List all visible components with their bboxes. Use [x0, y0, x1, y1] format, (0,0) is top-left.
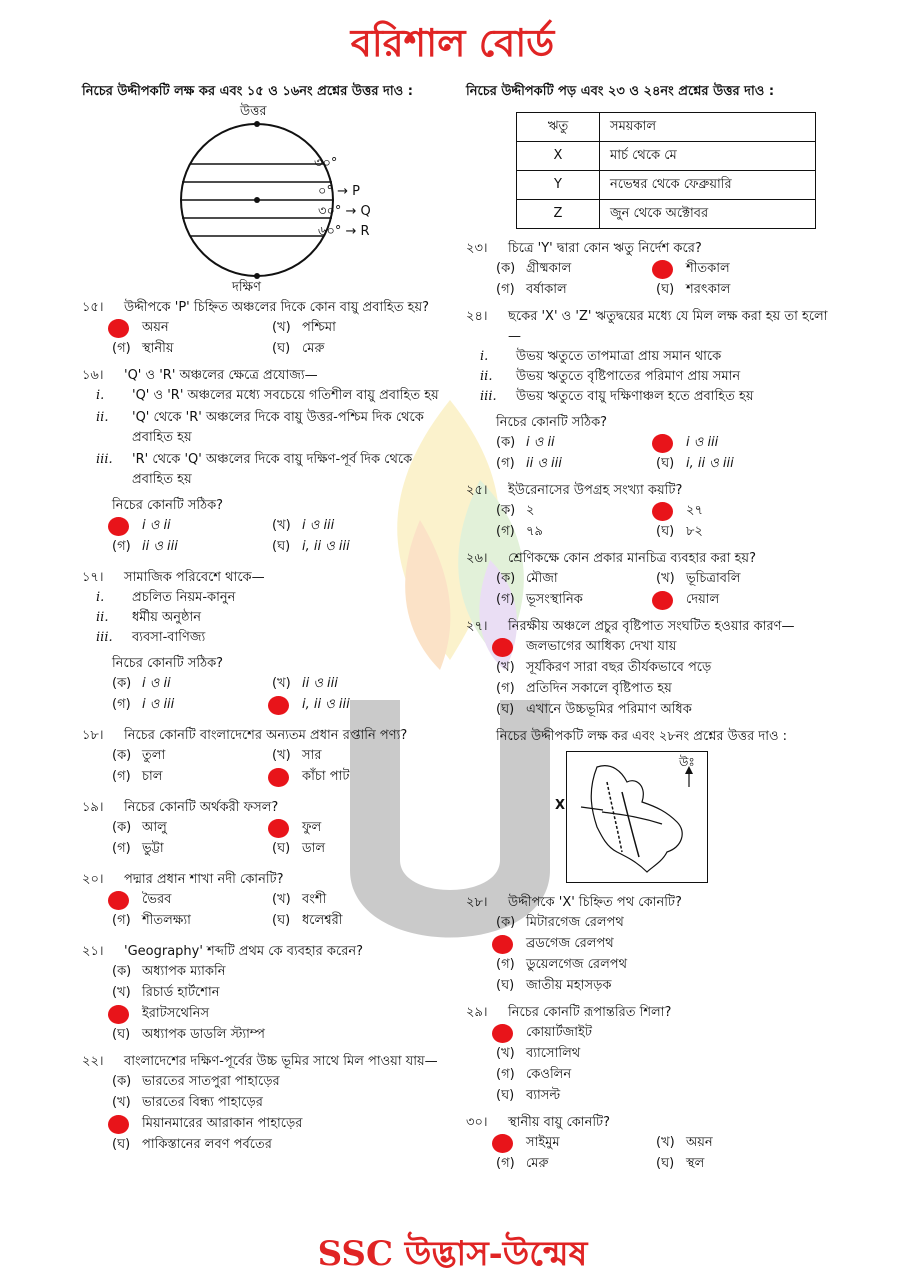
option[interactable]: (ক) i ও ii [112, 676, 171, 691]
question-number: ১৯। [82, 800, 104, 815]
question-number: ২৯। [466, 1005, 488, 1020]
answer-mark-icon [652, 260, 673, 279]
lat-60-label: ৬০° → R [318, 224, 370, 239]
option[interactable]: (গ) ভূসংস্থানিক [496, 592, 583, 607]
lat-0-label: ০° → P [318, 184, 360, 199]
question-28 [466, 893, 836, 913]
option[interactable]: (ঘ) স্থল [656, 1156, 705, 1171]
table-cell: জুন থেকে অক্টোবর [600, 200, 816, 229]
question-text: 'Q' ও 'R' অঞ্চলের ক্ষেত্রে প্রযোজ্য— [124, 368, 318, 383]
question-29 [466, 1003, 836, 1023]
q22-options [112, 1072, 442, 1156]
option[interactable]: (গ) ii ও iii [496, 456, 562, 471]
question-number: ২৩। [466, 241, 488, 256]
answer-mark-icon [268, 768, 289, 787]
option[interactable]: (গ) মেরু [496, 1156, 549, 1171]
question-number: ২২। [82, 1054, 104, 1069]
ask-text: নিচের কোনটি সঠিক? [496, 415, 608, 430]
question-number: ১৮। [82, 728, 104, 743]
lat-30-top-label: ৩০° [314, 156, 338, 171]
option[interactable]: (খ) বংশী [272, 892, 327, 907]
table-header: সময়কাল [600, 113, 816, 142]
option[interactable]: শীতকাল [656, 259, 816, 280]
option[interactable]: i ও iii [656, 433, 816, 454]
lat-30-label: ৩০° → Q [318, 204, 371, 219]
option[interactable]: (ঘ) মেরু [272, 341, 325, 356]
option[interactable]: (ক) ভারতের সাতপুরা পাহাড়ের [112, 1074, 280, 1089]
question-22 [82, 1052, 442, 1072]
statement: ii. 'Q' থেকে 'R' অঞ্চলের দিকে বায়ু উত্তর-পশ্চিম দিক থেকে প্রবাহিত হয় [96, 410, 424, 445]
statement: ii. ধর্মীয় অনুষ্ঠান [96, 610, 202, 625]
statement: iii. উভয় ঋতুতে বায়ু দক্ষিণাঞ্চল হতে প্রবাহিত হয় [480, 389, 754, 404]
option[interactable]: (গ) ৭৯ [496, 524, 543, 539]
answer-mark-icon [492, 638, 513, 657]
question-text: উদ্দীপকে 'X' চিহ্নিত পথ কোনটি? [508, 895, 682, 910]
question-number: ৩০। [466, 1115, 488, 1130]
option[interactable]: ফুল [272, 818, 432, 839]
option[interactable]: (খ) অয়ন [656, 1135, 713, 1150]
answer-mark-icon [652, 502, 673, 521]
statement: ii. উভয় ঋতুতে বৃষ্টিপাতের পরিমাণ প্রায় সমান [480, 369, 741, 384]
q20-options [112, 890, 442, 932]
answer-mark-icon [108, 891, 129, 910]
question-text: বাংলাদেশের দক্ষিণ-পূর্বের উচ্চ ভূমির সাথে মিল পাওয়া যায়— [124, 1054, 438, 1069]
table-cell: নভেম্বর থেকে ফেব্রুয়ারি [600, 171, 816, 200]
stimulus3-intro: নিচের উদ্দীপকটি লক্ষ কর এবং ২৮নং প্রশ্নের উত্তর দাও : [496, 729, 788, 744]
question-text: স্থানীয় বায়ু কোনটি? [508, 1115, 611, 1130]
option[interactable]: (খ) ব্যাসোলিথ [496, 1046, 581, 1061]
north-label: উত্তর [240, 104, 267, 119]
question-number: ২৭। [466, 619, 488, 634]
option[interactable]: (গ) ডুয়েলগেজ রেলপথ [496, 957, 627, 972]
option[interactable]: অয়ন [112, 318, 272, 339]
question-16 [82, 366, 442, 386]
option[interactable]: (গ) ii ও iii [112, 539, 178, 554]
option[interactable]: (ঘ) শরৎকাল [656, 282, 731, 297]
option[interactable]: ইরাটসথেনিস [112, 1004, 442, 1025]
question-number: ২১। [82, 944, 104, 959]
globe-figure [82, 102, 442, 292]
option[interactable]: (খ) i ও iii [272, 518, 335, 533]
q30-options [496, 1133, 836, 1175]
question-text: ইউরেনাসের উপগ্রহ সংখ্যা কয়টি? [508, 483, 683, 498]
table-cell: Z [517, 200, 600, 229]
question-25 [466, 481, 836, 501]
option[interactable]: (গ) স্থানীয় [112, 341, 174, 356]
option[interactable]: (ঘ) i, ii ও iii [272, 539, 350, 554]
latitude-diagram [82, 102, 442, 295]
q25-options [496, 501, 836, 543]
option[interactable]: (খ) ভারতের বিন্ধ্য পাহাড়ের [112, 1095, 263, 1110]
table-cell: X [517, 142, 600, 171]
answer-mark-icon [492, 1134, 513, 1153]
option[interactable]: (ক) অধ্যাপক ম্যাকনি [112, 964, 226, 979]
table-cell: Y [517, 171, 600, 200]
answer-mark-icon [492, 935, 513, 954]
question-number: ১৬। [82, 368, 104, 383]
option[interactable]: কোয়ার্টজাইট [496, 1023, 836, 1044]
option[interactable]: (ঘ) ধলেশ্বরী [272, 913, 343, 928]
answer-mark-icon [108, 319, 129, 338]
ask-text: নিচের কোনটি সঠিক? [112, 498, 224, 513]
question-30 [466, 1113, 836, 1133]
question-text: শ্রেণিকক্ষে কোন প্রকার মানচিত্র ব্যবহার করা হয়? [508, 551, 756, 566]
option[interactable]: (ক) মৌজা [496, 571, 558, 586]
q16-options [112, 516, 442, 558]
statement: i. 'Q' ও 'R' অঞ্চলের মধ্যে সবচেয়ে গতিশীল বায়ু প্রবাহিত হয় [96, 388, 439, 403]
answer-mark-icon [652, 434, 673, 453]
south-label: দক্ষিণ [232, 280, 261, 295]
q17-options [112, 674, 442, 716]
option[interactable]: (ঘ) ব্যাসল্ট [496, 1088, 561, 1103]
question-number: ২৬। [466, 551, 488, 566]
table-header: ঋতু [517, 113, 600, 142]
option[interactable]: (ক) ২ [496, 503, 535, 518]
statement: iii. 'R' থেকে 'Q' অঞ্চলের দিকে বায়ু দক্ষিণ-পূর্ব দিক থেকে প্রবাহিত হয় [96, 452, 413, 487]
question-text: পদ্মার প্রধান শাখা নদী কোনটি? [124, 872, 284, 887]
answer-mark-icon [108, 1115, 129, 1134]
option[interactable]: (খ) রিচার্ড হার্টশোন [112, 985, 220, 1000]
answer-mark-icon [268, 696, 289, 715]
option[interactable]: মিয়ানমারের আরাকান পাহাড়ের [112, 1114, 442, 1135]
option[interactable]: (ক) তুলা [112, 748, 166, 763]
option[interactable]: (গ) শীতলক্ষ্যা [112, 913, 191, 928]
table-cell: মার্চ থেকে মে [600, 142, 816, 171]
question-number: ২৮। [466, 895, 488, 910]
option[interactable]: (ক) মিটারগেজ রেলপথ [496, 915, 624, 930]
q26-options [496, 569, 836, 611]
question-text: চিত্রে 'Y' দ্বারা কোন ঋতু নির্দেশ করে? [508, 241, 702, 256]
question-text: নিচের কোনটি রূপান্তরিত শিলা? [508, 1005, 672, 1020]
q18-options [112, 746, 442, 788]
answer-mark-icon [268, 819, 289, 838]
question-text: নিচের কোনটি বাংলাদেশের অন্যতম প্রধান রপ্তানি পণ্য? [124, 728, 408, 743]
ask-text: নিচের কোনটি সঠিক? [112, 656, 224, 671]
question-15 [82, 298, 442, 318]
q15-options [112, 318, 442, 360]
question-text: নিচের কোনটি অর্থকরী ফসল? [124, 800, 279, 815]
question-text: সামাজিক পরিবেশে থাকে— [124, 570, 265, 585]
option[interactable]: (খ) ii ও iii [272, 676, 338, 691]
page-title: বরিশাল বোর্ড [350, 20, 555, 65]
left-column [82, 82, 442, 1156]
option[interactable]: ভৈরব [112, 890, 272, 911]
option[interactable]: (ঘ) ডাল [272, 841, 326, 856]
question-text: 'Geography' শব্দটি প্রথম কে ব্যবহার করেন? [124, 944, 364, 959]
q23-options [496, 259, 836, 301]
question-23 [466, 239, 836, 259]
footer-brand: SSC উদ্ভাস-উন্মেষ [317, 1234, 588, 1274]
right-column [466, 82, 836, 1175]
question-17 [82, 568, 442, 588]
option[interactable]: (ঘ) ৮২ [656, 524, 703, 539]
option[interactable]: (খ) পশ্চিমা [272, 320, 336, 335]
question-20 [82, 870, 442, 890]
option[interactable]: জলভাগের আধিক্য দেখা যায় [496, 637, 836, 658]
question-number: ১৭। [82, 570, 104, 585]
option[interactable]: (গ) প্রতিদিন সকালে বৃষ্টিপাত হয় [496, 681, 672, 696]
option[interactable]: (খ) সার [272, 748, 322, 763]
question-18 [82, 726, 442, 746]
question-number: ১৫। [82, 300, 104, 315]
question-24 [466, 307, 836, 347]
option[interactable]: (গ) চাল [112, 769, 163, 784]
question-number: ২০। [82, 872, 104, 887]
question-number: ২৫। [466, 483, 488, 498]
question-27 [466, 617, 836, 637]
option[interactable]: i, ii ও iii [272, 695, 432, 716]
option[interactable]: (ক) গ্রীষ্মকাল [496, 261, 572, 276]
option[interactable]: (ক) আলু [112, 820, 167, 835]
x-label: X [555, 798, 566, 813]
option[interactable]: দেয়াল [656, 590, 816, 611]
option[interactable]: ব্রডগেজ রেলপথ [496, 934, 836, 955]
option[interactable]: (ঘ) জাতীয় মহাসড়ক [496, 978, 612, 993]
option[interactable]: (খ) ভূচিত্রাবলি [656, 571, 741, 586]
question-number: ২৪। [466, 309, 488, 324]
table-header-row [517, 113, 816, 142]
q28-options [496, 913, 836, 997]
table-row [517, 200, 816, 229]
question-text: নিরক্ষীয় অঞ্চলে প্রচুর বৃষ্টিপাত সংঘটিত হওয়ার কারণ— [508, 619, 795, 634]
statement: i. প্রচলিত নিয়ম-কানুন [96, 590, 236, 605]
option[interactable]: (ঘ) পাকিস্তানের লবণ পর্বতের [112, 1137, 272, 1152]
answer-mark-icon [108, 1005, 129, 1024]
option[interactable]: (গ) ভুট্টা [112, 841, 164, 856]
question-19 [82, 798, 442, 818]
answer-mark-icon [652, 591, 673, 610]
option[interactable]: (ঘ) এখানে উচ্চভূমির পরিমাণ অধিক [496, 702, 692, 717]
q29-options [496, 1023, 836, 1107]
question-text: উদ্দীপকে 'P' চিহ্নিত অঞ্চলের দিকে কোন বায়ু প্রবাহিত হয়? [124, 300, 430, 315]
option[interactable]: (ক) i ও ii [496, 435, 555, 450]
q27-options [496, 637, 836, 721]
answer-mark-icon [108, 517, 129, 536]
q19-options [112, 818, 442, 860]
option[interactable]: i ও ii [112, 516, 272, 537]
north-label: উঃ [679, 755, 695, 769]
stimulus1-intro: নিচের উদ্দীপকটি লক্ষ কর এবং ১৫ ও ১৬নং প্রশ্নের উত্তর দাও : [82, 84, 413, 99]
table-row [517, 171, 816, 200]
question-text: ছকের 'X' ও 'Z' ঋতুদ্বয়ের মধ্যে যে মিল লক্ষ করা হয় তা হলো— [508, 309, 828, 344]
option[interactable]: (গ) কেওলিন [496, 1067, 572, 1082]
q24-options [496, 433, 836, 475]
statement: i. উভয় ঋতুতে তাপমাত্রা প্রায় সমান থাকে [480, 349, 722, 364]
option[interactable]: কাঁচা পাট [272, 767, 432, 788]
option[interactable]: ২৭ [656, 501, 816, 522]
railway-map [555, 751, 708, 883]
option[interactable]: (খ) সূর্যকিরণ সারা বছর তীর্যকভাবে পড়ে [496, 660, 712, 675]
option[interactable]: (গ) i ও iii [112, 697, 175, 712]
question-21 [82, 942, 442, 962]
answer-mark-icon [492, 1024, 513, 1043]
option[interactable]: (ঘ) i, ii ও iii [656, 456, 734, 471]
question-26 [466, 549, 836, 569]
option[interactable]: (ঘ) অধ্যাপক ডাডলি স্ট্যাম্প [112, 1027, 265, 1042]
statement: iii. ব্যবসা-বাণিজ্য [96, 630, 206, 645]
season-table [516, 112, 816, 229]
q21-options [112, 962, 442, 1046]
stimulus2-intro: নিচের উদ্দীপকটি পড় এবং ২৩ ও ২৪নং প্রশ্নের উত্তর দাও : [466, 84, 775, 99]
table-row [517, 142, 816, 171]
option[interactable]: (গ) বর্ষাকাল [496, 282, 567, 297]
option[interactable]: সাইমুম [496, 1133, 656, 1154]
